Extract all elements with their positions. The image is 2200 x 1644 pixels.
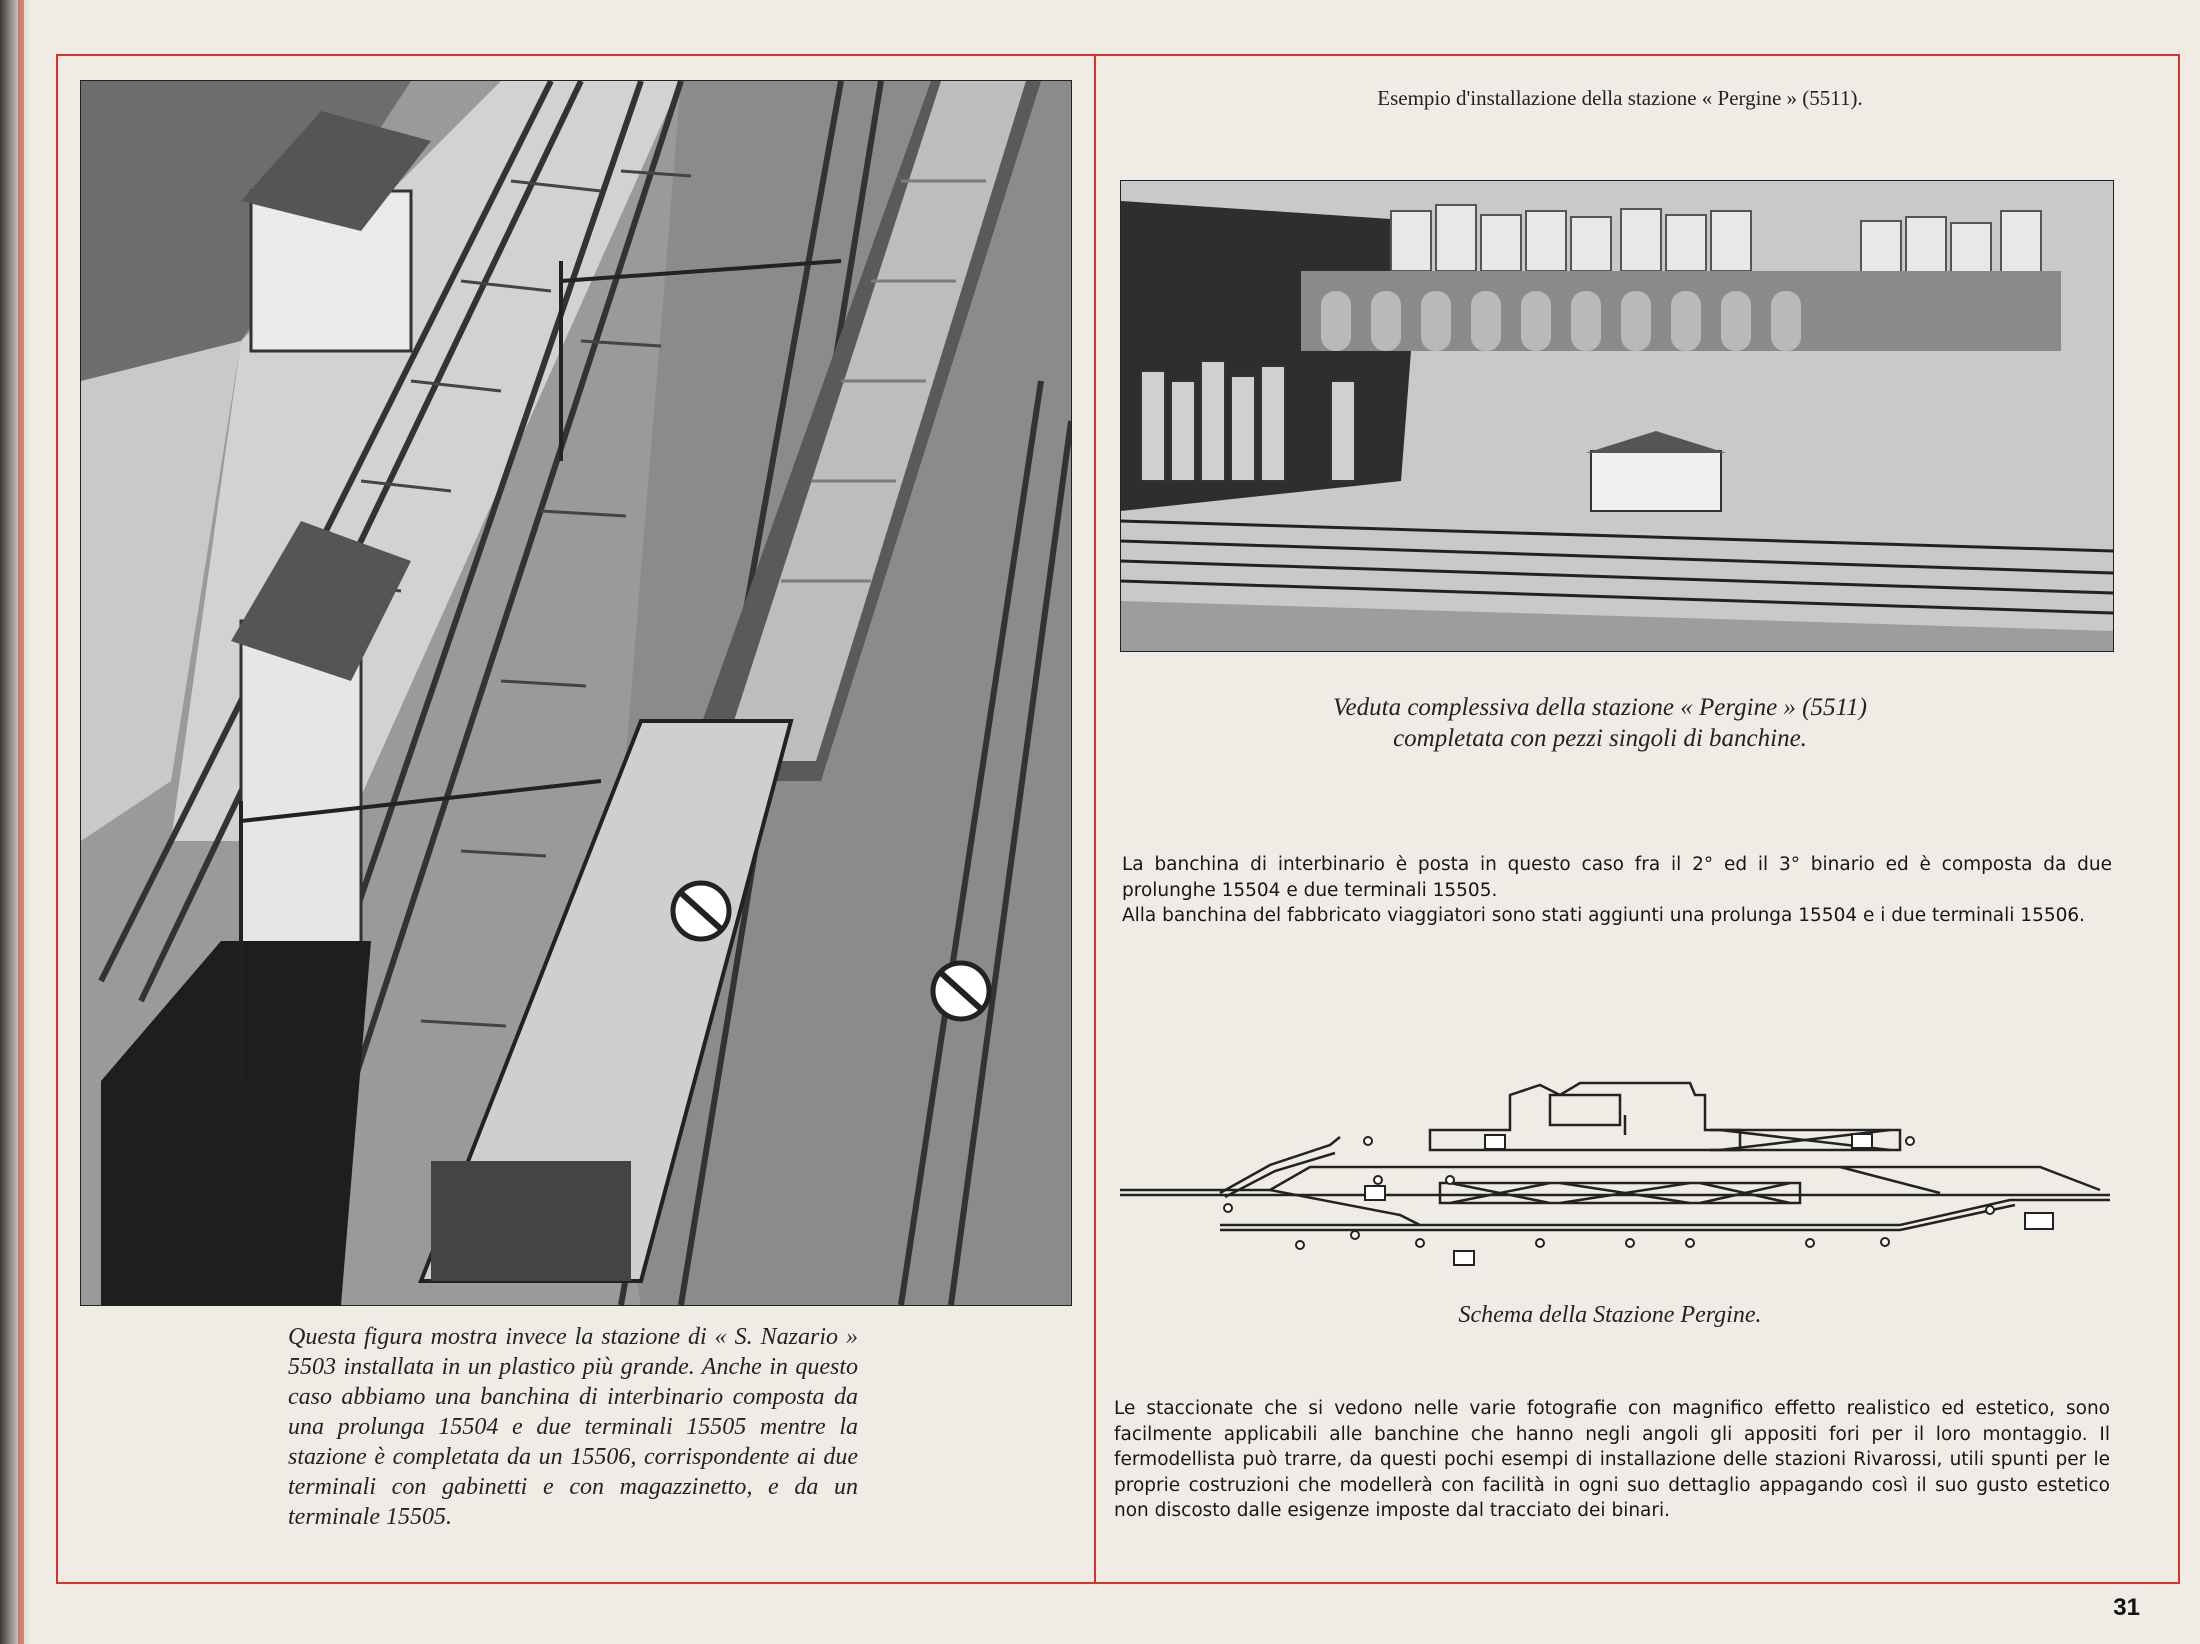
photo-pergine-station-overview — [1120, 180, 2114, 652]
paragraph-interbinario: La banchina di interbinario è posta in questo caso fra il 2° ed il 3° binario ed è composta da due prolunghe 15504 e due terminali 15505. — [1122, 854, 2112, 901]
facing-page-edge — [18, 0, 24, 1644]
page-number: 31 — [2113, 1594, 2140, 1621]
column-divider — [1094, 54, 1096, 1584]
photo-caption-pergine: Veduta complessiva della stazione « Pergine » (5511) completata con pezzi singoli di banchine. — [1333, 694, 1867, 752]
paragraph-fabbricato: Alla banchina del fabbricato viaggiatori sono stati aggiunti una prolunga 15504 e i due terminali 15506. — [1122, 905, 2086, 926]
photo-s-nazario-station — [80, 80, 1072, 1306]
schema-caption: Schema della Stazione Pergine. — [1458, 1302, 1762, 1328]
platform-description — [1122, 852, 2112, 929]
book-spine-shadow — [0, 0, 30, 1644]
paragraph-staccionate: Le staccionate che si vedono nelle varie fotografie con magnifico effetto realistico ed estetico, sono facilmente applicabili alle banchine che hanno negli angoli gli appositi fori per il loro montaggio. Il fermodellista può trarre, da questi pochi esempi di installazione delle stazioni Rivarossi, utili spunti per le proprie costruzioni che modellerà con facilità in ogni suo dettaglio appagando così il suo gusto estetico non discosto dalle esigenze imposte dal tracciato dei binari. — [1114, 1398, 2110, 1521]
track-schema-diagram — [1120, 1075, 2110, 1285]
example-caption-pergine: Esempio d'installazione della stazione « Pergine » (5511). — [1377, 86, 1863, 110]
photo-caption-s-nazario: Questa figura mostra invece la stazione di « S. Nazario » 5503 installata in un plastico più grande. Anche in questo caso abbiamo una banchina di interbinario composta da una prolunga 15504 e due terminali 15505 mentre la stazione è completata da un 15506, corrispondente ai due terminali con gabinetti e con magazzinetto, e da un terminale 15505. — [288, 1324, 858, 1530]
